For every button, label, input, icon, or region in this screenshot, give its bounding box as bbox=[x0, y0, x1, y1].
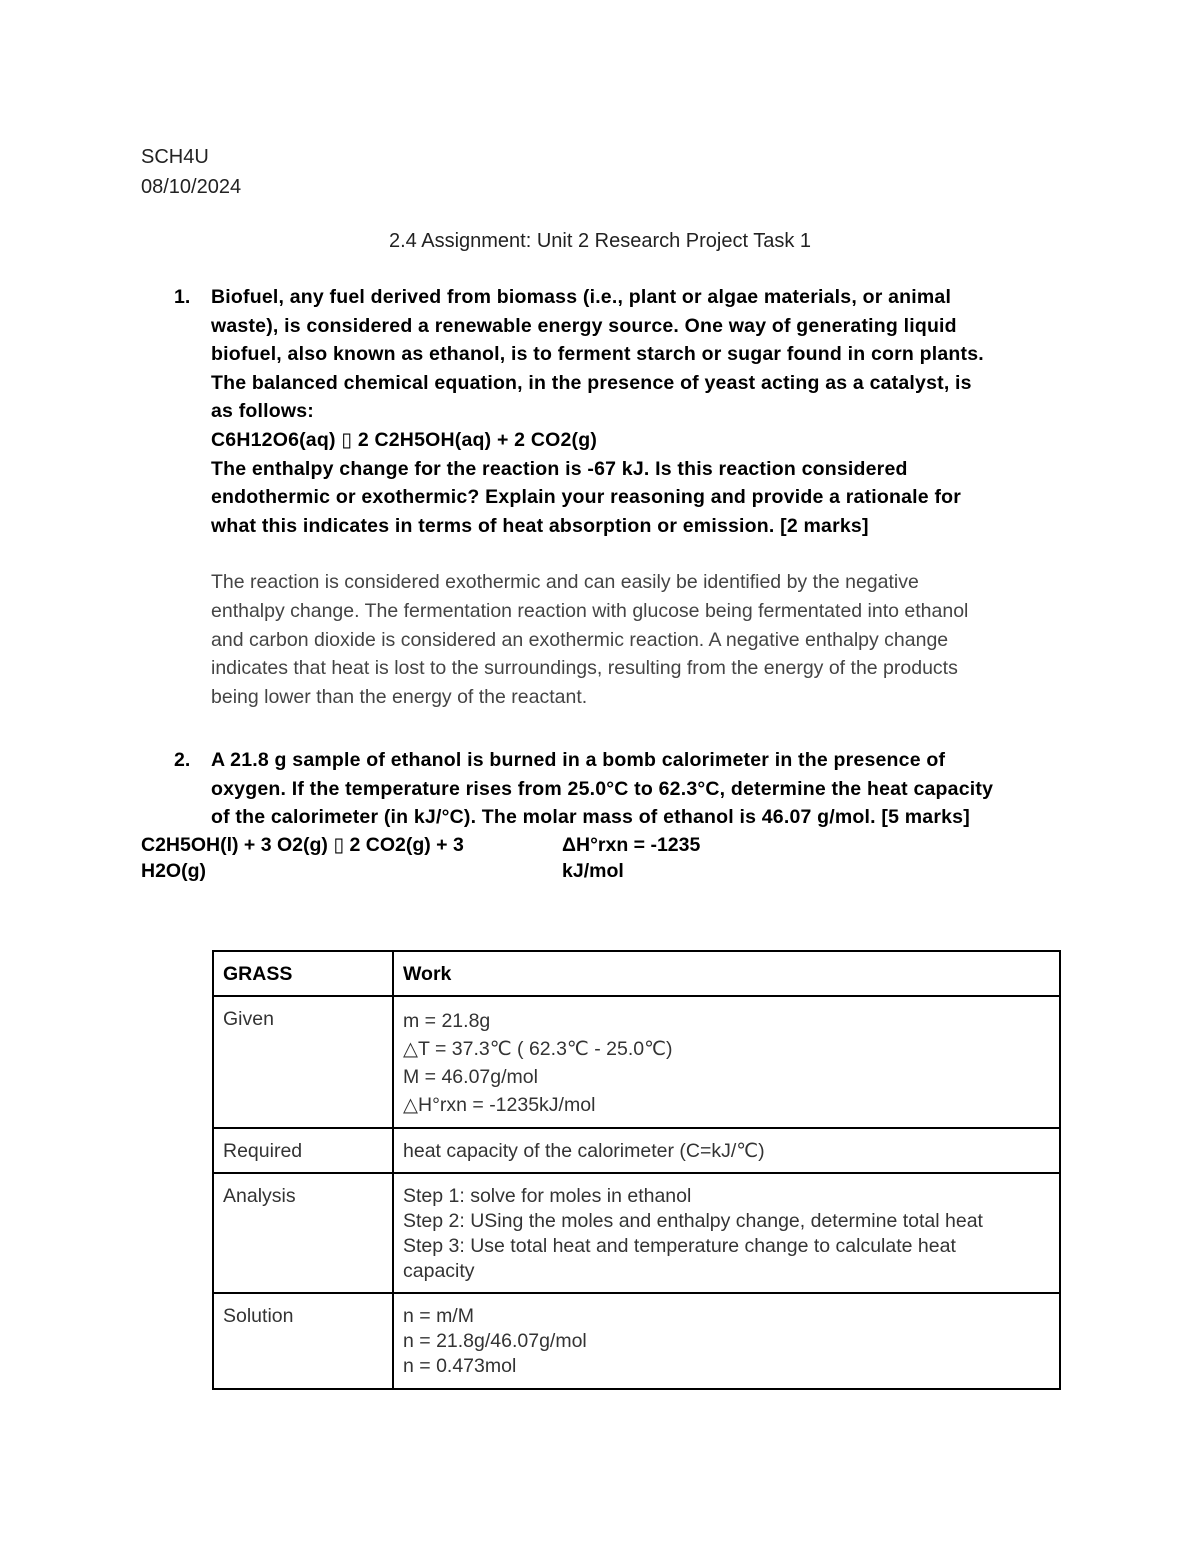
prompt-line: Biofuel, any fuel derived from biomass (i.e., plant or algae materials, or animal bbox=[211, 286, 952, 308]
question-number: 1. bbox=[174, 286, 191, 308]
row-label: Analysis bbox=[213, 1173, 393, 1293]
header-grass: GRASS bbox=[213, 951, 393, 996]
date: 08/10/2024 bbox=[141, 176, 242, 198]
prompt-line: oxygen. If the temperature rises from 25.0°C to 62.3°C, determine the heat capacity bbox=[211, 777, 994, 800]
enthalpy-line: ΔH°rxn = -1235 bbox=[562, 834, 701, 856]
table-row-required bbox=[213, 1128, 1060, 1173]
course-header bbox=[141, 142, 241, 202]
work-line: Step 1: solve for moles in ethanol bbox=[403, 1185, 692, 1207]
work-line: heat capacity of the calorimeter (C=kJ/℃) bbox=[403, 1140, 765, 1162]
table-row-given bbox=[213, 996, 1060, 1128]
row-work bbox=[393, 996, 1060, 1128]
table-row-solution bbox=[213, 1293, 1060, 1389]
question-prompt bbox=[211, 746, 1071, 832]
prompt-line: biofuel, also known as ethanol, is to ferment starch or sugar found in corn plants. bbox=[211, 343, 984, 366]
grass-table bbox=[212, 950, 1061, 1390]
row-label: Required bbox=[213, 1128, 393, 1173]
question-1 bbox=[174, 283, 1071, 711]
answer-text bbox=[211, 568, 1071, 711]
equation-line: C2H5OH(l) + 3 O2(g) ▯ 2 CO2(g) + 3 bbox=[141, 834, 464, 856]
combustion-equation bbox=[141, 832, 521, 884]
answer-line: The reaction is considered exothermic and can easily be identified by the negative bbox=[211, 571, 919, 594]
prompt-line: endothermic or exothermic? Explain your reasoning and provide a rationale for bbox=[211, 486, 962, 509]
work-line: n = 21.8g/46.07g/mol bbox=[403, 1330, 587, 1352]
work-line: M = 46.07g/mol bbox=[403, 1066, 538, 1088]
work-line: △H°rxn = -1235kJ/mol bbox=[403, 1094, 596, 1116]
prompt-line: The balanced chemical equation, in the presence of yeast acting as a catalyst, is bbox=[211, 371, 972, 394]
question-number: 2. bbox=[174, 749, 191, 771]
row-work bbox=[393, 1173, 1060, 1293]
course-code: SCH4U bbox=[141, 146, 209, 168]
prompt-line: as follows: bbox=[211, 400, 314, 423]
answer-line: indicates that heat is lost to the surroundings, resulting from the energy of the products bbox=[211, 657, 958, 680]
work-line: n = m/M bbox=[403, 1305, 474, 1327]
row-label: Solution bbox=[213, 1293, 393, 1389]
prompt-line: what this indicates in terms of heat absorption or emission. [2 marks] bbox=[211, 514, 869, 537]
chemical-equation: C6H12O6(aq) ▯ 2 C2H5OH(aq) + 2 CO2(g) bbox=[211, 428, 598, 451]
question-prompt bbox=[211, 283, 1071, 540]
table-row-analysis bbox=[213, 1173, 1060, 1293]
work-line: n = 0.473mol bbox=[403, 1355, 517, 1377]
work-line: Step 2: USing the moles and enthalpy change, determine total heat bbox=[403, 1210, 983, 1232]
prompt-line: A 21.8 g sample of ethanol is burned in a bomb calorimeter in the presence of bbox=[211, 749, 946, 771]
prompt-line: of the calorimeter (in kJ/°C). The molar mass of ethanol is 46.07 g/mol. [5 marks] bbox=[211, 806, 970, 829]
enthalpy-line: kJ/mol bbox=[562, 860, 624, 882]
work-line: capacity bbox=[403, 1260, 475, 1282]
row-work bbox=[393, 1293, 1060, 1389]
question-2 bbox=[174, 746, 1071, 832]
work-line: m = 21.8g bbox=[403, 1010, 491, 1032]
answer-line: enthalpy change. The fermentation reaction with glucose being fermentated into ethanol bbox=[211, 599, 969, 622]
table-header-row bbox=[213, 951, 1060, 996]
work-line: △T = 37.3℃ ( 62.3℃ - 25.0℃) bbox=[403, 1038, 673, 1060]
work-line: Step 3: Use total heat and temperature change to calculate heat bbox=[403, 1235, 956, 1257]
header-work: Work bbox=[393, 951, 1060, 996]
assignment-title: 2.4 Assignment: Unit 2 Research Project Task 1 bbox=[388, 230, 812, 252]
answer-line: and carbon dioxide is considered an exothermic reaction. A negative enthalpy change bbox=[211, 628, 949, 651]
row-work bbox=[393, 1128, 1060, 1173]
prompt-line: waste), is considered a renewable energy source. One way of generating liquid bbox=[211, 314, 957, 337]
prompt-line: The enthalpy change for the reaction is -67 kJ. Is this reaction considered bbox=[211, 457, 908, 480]
equation-line: H2O(g) bbox=[141, 860, 206, 882]
row-label: Given bbox=[213, 996, 393, 1128]
reaction-enthalpy bbox=[562, 832, 742, 884]
answer-line: being lower than the energy of the reactant. bbox=[211, 685, 588, 708]
